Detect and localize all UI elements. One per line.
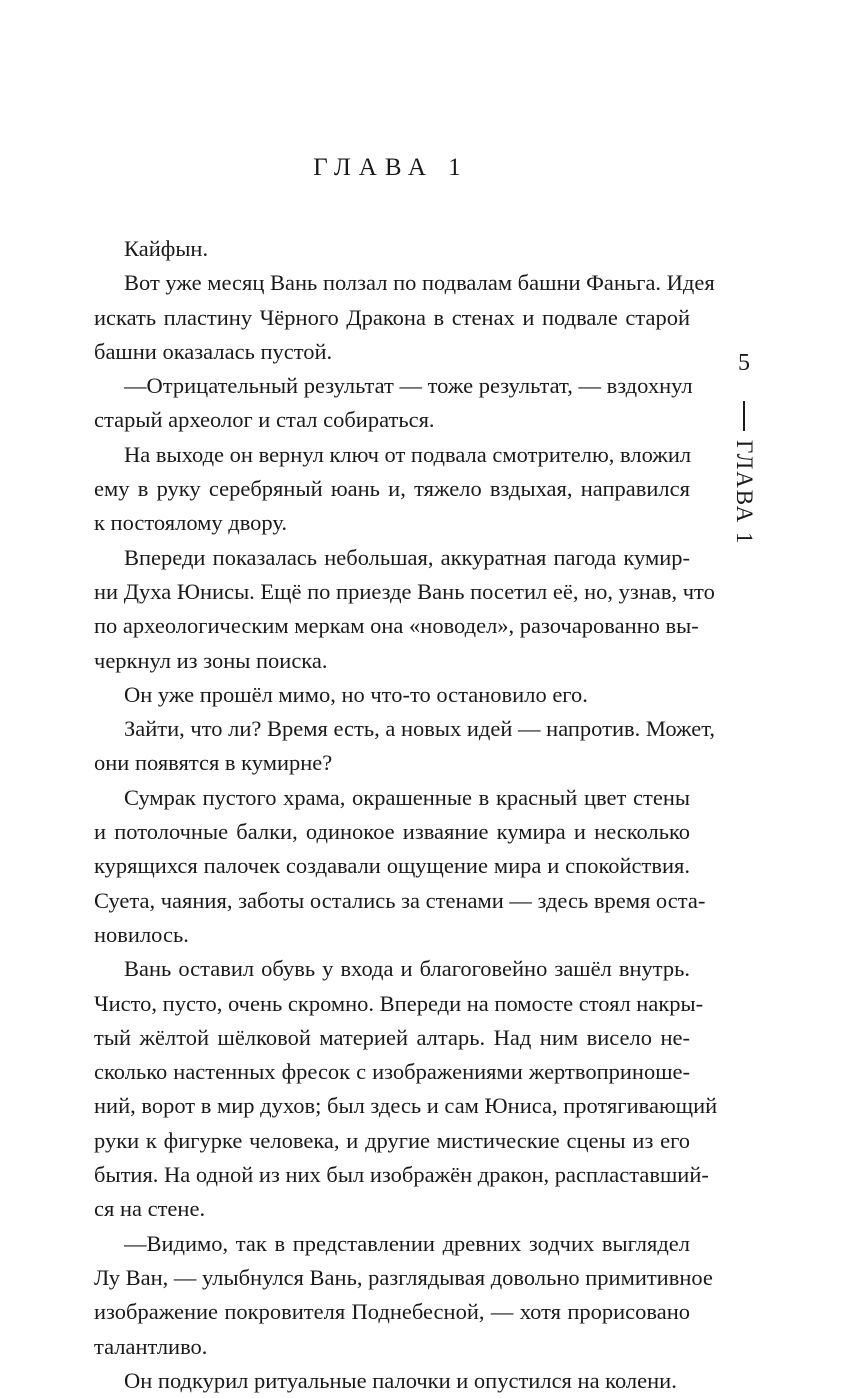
chapter-title: ГЛАВА 1 <box>313 154 469 181</box>
body-text <box>94 232 718 1398</box>
text-line: башни оказалась пустой. <box>94 338 333 364</box>
text-line: бытия. На одной из них был изображён дракон, распластавший- <box>94 1162 709 1188</box>
text-line: черкнул из зоны поиска. <box>94 647 328 673</box>
text-line: ему в руку серебряный юань и, тяжело вздыхая, направился <box>94 476 690 502</box>
text-line: Лу Ван, — улыбнулся Вань, разглядывая довольно примитивное <box>94 1264 713 1290</box>
text-line: Суета, чаяния, заботы остались за стенами — здесь время оста- <box>94 887 706 913</box>
text-line: сколько настенных фресок с изображениями жертвоприноше- <box>94 1059 690 1085</box>
text-line: искать пластину Чёрного Дракона в стенах и подвале старой <box>94 304 690 330</box>
text-line: На выходе он вернул ключ от подвала смотрителю, вложил <box>124 441 692 467</box>
text-line: Он уже прошёл мимо, но что-то остановило его. <box>124 681 588 707</box>
text-line: Чисто, пусто, очень скромно. Впереди на помосте стоял накры- <box>94 990 704 1016</box>
text-line: Он подкурил ритуальные палочки и опустился на колени. <box>124 1367 677 1393</box>
text-line: старый археолог и стал собираться. <box>94 407 435 433</box>
text-line: —Отрицательный результат — тоже результат, — вздохнул <box>124 373 693 399</box>
text-line: тый жёлтой шёлковой материей алтарь. Над ним висело не- <box>94 1024 690 1050</box>
text-line: Сумрак пустого храма, окрашенные в красный цвет стены <box>124 784 690 810</box>
text-line: Вань оставил обувь у входа и благоговейно зашёл внутрь. <box>124 956 690 982</box>
text-line: ний, ворот в мир духов; был здесь и сам Юниса, протягивающий <box>94 1093 718 1119</box>
text-line: ни Духа Юнисы. Ещё по приезде Вань посетил её, но, узнав, что <box>94 578 715 604</box>
text-line: Зайти, что ли? Время есть, а новых идей — напротив. Может, <box>124 716 716 742</box>
text-line: курящихся палочек создавали ощущение мира и спокойствия. <box>94 853 690 879</box>
text-line: ся на стене. <box>94 1196 206 1222</box>
text-line: к постоялому двору. <box>94 510 288 536</box>
text-line: Впереди показалась небольшая, аккуратная пагода кумир- <box>124 544 690 570</box>
text-line: и потолочные балки, одинокое изваяние кумира и несколько <box>94 819 690 845</box>
text-line: руки к фигурке человека, и другие мистические сцены из его <box>94 1127 690 1153</box>
running-head: ГЛАВА 1 <box>732 440 757 546</box>
text-line: новилось. <box>94 921 189 947</box>
text-line: Кайфын. <box>124 236 209 261</box>
text-line: по археологическим меркам она «новодел», разочарованно вы- <box>94 613 699 639</box>
text-line: —Видимо, так в представлении древних зодчих выглядел <box>124 1230 690 1256</box>
text-line: Вот уже месяц Вань ползал по подвалам башни Фаньга. Идея <box>124 270 715 296</box>
text-line: они появятся в кумирне? <box>94 750 333 776</box>
page-number: 5 <box>738 350 750 376</box>
text-line: изображение покровителя Поднебесной, — хотя прорисовано <box>94 1299 690 1325</box>
running-head-divider <box>743 401 745 431</box>
text-line: талантливо. <box>94 1333 208 1359</box>
